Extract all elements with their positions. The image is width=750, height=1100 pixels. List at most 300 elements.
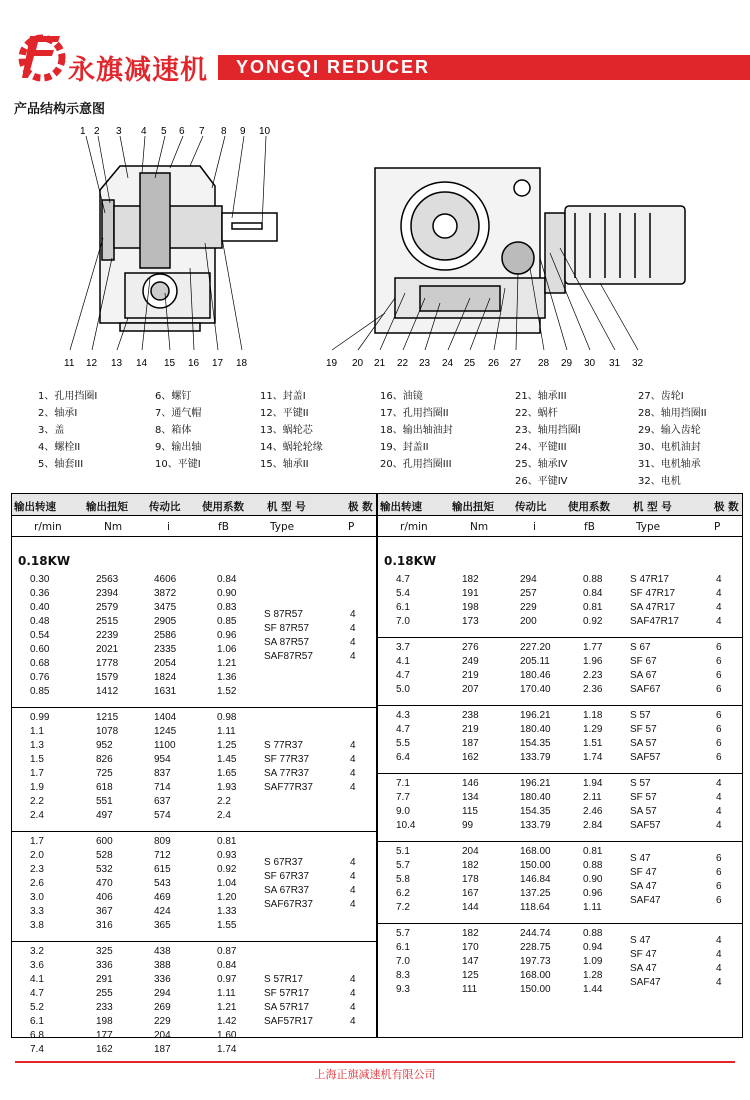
table-cell: 712 [154, 850, 171, 861]
table-cell: 1.09 [583, 956, 603, 967]
column-unit: fB [218, 521, 229, 533]
table-cell: 1.33 [217, 906, 237, 917]
table-cell: 0.84 [217, 960, 237, 971]
table-row [378, 588, 742, 602]
table-cell: 6.2 [396, 888, 410, 899]
column-unit: P [348, 521, 355, 533]
diagram-label: 3 [116, 126, 122, 137]
table-cell: 2.36 [583, 684, 603, 695]
table-cell: 365 [154, 920, 171, 931]
model-type: S 57R17 [264, 974, 303, 985]
table-cell: 1.3 [30, 740, 44, 751]
table-cell: 180.40 [520, 792, 551, 803]
table-cell: 6.8 [30, 1030, 44, 1041]
table-row [12, 988, 376, 1002]
table-cell: 3872 [154, 588, 177, 599]
pole-count: 4 [716, 806, 722, 817]
table-cell: 615 [154, 864, 171, 875]
table-row [378, 724, 742, 738]
model-type: SF 47 [630, 867, 657, 878]
table-cell: 5.1 [396, 846, 410, 857]
table-cell: 191 [462, 588, 479, 599]
diagram-label: 22 [397, 358, 409, 369]
legend-item: 14、蜗轮轮缘 [260, 442, 323, 453]
table-cell: 1.5 [30, 754, 44, 765]
legend-item: 30、电机油封 [638, 442, 701, 453]
model-type: S 47 [630, 853, 651, 864]
column-header: 传动比 [515, 501, 547, 513]
table-cell: 1.55 [217, 920, 237, 931]
column-header: 输出转速 [380, 501, 422, 513]
model-type: SF 57 [630, 792, 657, 803]
column-unit: fB [584, 521, 595, 533]
table-cell: 1.7 [30, 768, 44, 779]
legend-column [380, 388, 453, 473]
model-type: SAF67 [630, 684, 661, 695]
pole-count: 4 [350, 974, 356, 985]
table-cell: 205.11 [520, 656, 550, 667]
table-cell: 2586 [154, 630, 177, 641]
table-cell: 6.4 [396, 752, 410, 763]
table-cell: 1.77 [583, 642, 603, 653]
model-type: SF 67 [630, 656, 657, 667]
diagram-label: 1 [80, 126, 86, 137]
spec-table-right [377, 493, 743, 1038]
table-cell: 497 [96, 810, 113, 821]
table-cell: 219 [462, 670, 479, 681]
legend-item: 22、蜗杆 [515, 408, 558, 419]
table-row [12, 974, 376, 988]
table-cell: 0.90 [217, 588, 237, 599]
table-header-units [12, 517, 376, 537]
table-cell: 2.23 [583, 670, 603, 681]
table-header-units [378, 517, 742, 537]
table-cell: 7.4 [30, 1044, 44, 1055]
power-rating: 0.18KW [384, 554, 437, 568]
table-cell: 2335 [154, 644, 177, 655]
model-group [378, 638, 742, 706]
legend-item: 1、孔用挡圈I [38, 391, 98, 402]
table-cell: 147 [462, 956, 479, 967]
table-cell: 204 [462, 846, 479, 857]
table-cell: 0.90 [583, 874, 603, 885]
table-cell: 150.00 [520, 860, 551, 871]
table-row [378, 574, 742, 588]
table-cell: 227.20 [520, 642, 551, 653]
table-cell: 0.96 [217, 630, 237, 641]
table-header-cn [378, 494, 742, 516]
table-cell: 2563 [96, 574, 119, 585]
diagram-label: 19 [326, 358, 338, 369]
table-cell: 1.20 [217, 892, 237, 903]
column-unit: i [167, 521, 170, 533]
table-row [12, 768, 376, 782]
diagram-label: 31 [609, 358, 621, 369]
table-row [378, 806, 742, 820]
diagram-label: 21 [374, 358, 386, 369]
pole-count: 4 [716, 616, 722, 627]
table-cell: 4.1 [396, 656, 410, 667]
pole-count: 4 [716, 574, 722, 585]
column-header: 机 型 号 [633, 501, 672, 513]
legend-item: 8、箱体 [155, 425, 192, 436]
table-row [378, 642, 742, 656]
brand-name-cn: 永旗减速机 [68, 55, 208, 86]
column-unit: Type [270, 521, 295, 533]
column-header: 机 型 号 [267, 501, 306, 513]
model-type: S 57 [630, 778, 651, 789]
table-cell: 125 [462, 970, 479, 981]
table-cell: 170 [462, 942, 479, 953]
table-cell: 4.1 [30, 974, 44, 985]
pole-count: 6 [716, 710, 722, 721]
table-cell: 219 [462, 724, 479, 735]
table-cell: 8.3 [396, 970, 410, 981]
model-type: SAF77R37 [264, 782, 313, 793]
model-type: SF 57 [630, 724, 657, 735]
pole-count: 4 [350, 1016, 356, 1027]
table-cell: 182 [462, 860, 479, 871]
table-cell: 5.4 [396, 588, 410, 599]
table-row [12, 588, 376, 602]
table-row [378, 820, 742, 834]
table-cell: 0.88 [583, 574, 603, 585]
table-row [378, 942, 742, 956]
table-row [12, 782, 376, 796]
table-cell: 1.36 [217, 672, 237, 683]
model-group [12, 570, 376, 708]
column-header: 输出扭矩 [452, 501, 494, 513]
table-cell: 294 [154, 988, 171, 999]
table-row [12, 686, 376, 700]
table-row [12, 754, 376, 768]
model-type: SA 67 [630, 670, 657, 681]
table-cell: 276 [462, 642, 479, 653]
table-row [12, 850, 376, 864]
table-cell: 1.60 [217, 1030, 237, 1041]
model-type: S 67 [630, 642, 651, 653]
table-cell: 1.7 [30, 836, 44, 847]
table-cell: 837 [154, 768, 171, 779]
table-cell: 167 [462, 888, 479, 899]
legend-item: 24、平键III [515, 442, 567, 453]
table-row [378, 970, 742, 984]
table-cell: 1.21 [217, 658, 237, 669]
table-cell: 99 [462, 820, 474, 831]
legend-item: 31、电机轴承 [638, 459, 701, 470]
table-cell: 0.88 [583, 860, 603, 871]
legend-item: 15、轴承II [260, 459, 309, 470]
table-cell: 2.0 [30, 850, 44, 861]
table-cell: 2.2 [30, 796, 44, 807]
legend-item: 23、轴用挡圈I [515, 425, 581, 436]
table-cell: 336 [154, 974, 171, 985]
pole-count: 4 [350, 740, 356, 751]
model-group [378, 570, 742, 638]
table-cell: 1.1 [30, 726, 44, 737]
table-cell: 0.87 [217, 946, 237, 957]
diagram-label: 16 [188, 358, 200, 369]
legend-item: 4、螺栓II [38, 442, 81, 453]
table-cell: 6.1 [396, 602, 410, 613]
legend-item: 10、平键I [155, 459, 201, 470]
table-cell: 187 [154, 1044, 171, 1055]
pole-count: 4 [716, 963, 722, 974]
table-cell: 714 [154, 782, 171, 793]
table-row [378, 928, 742, 942]
table-row [12, 644, 376, 658]
table-cell: 1404 [154, 712, 177, 723]
table-cell: 3.2 [30, 946, 44, 957]
table-cell: 574 [154, 810, 171, 821]
model-group [378, 924, 742, 1006]
table-cell: 4.7 [396, 670, 410, 681]
table-row [12, 630, 376, 644]
pole-count: 6 [716, 867, 722, 878]
spec-table-left [11, 493, 377, 1055]
table-cell: 0.68 [30, 658, 50, 669]
pole-count: 4 [716, 588, 722, 599]
pole-count: 6 [716, 724, 722, 735]
legend-item: 16、油镜 [380, 391, 423, 402]
column-header: 传动比 [149, 501, 181, 513]
diagram-label: 23 [419, 358, 431, 369]
table-row [12, 712, 376, 726]
table-cell: 168.00 [520, 970, 551, 981]
table-cell: 5.2 [30, 1002, 44, 1013]
table-cell: 4.7 [396, 724, 410, 735]
table-row [12, 1016, 376, 1030]
table-cell: 0.84 [217, 574, 237, 585]
table-cell: 180.40 [520, 724, 551, 735]
table-cell: 9.0 [396, 806, 410, 817]
table-cell: 0.94 [583, 942, 603, 953]
power-rating: 0.18KW [18, 554, 71, 568]
diagram-label: 13 [111, 358, 123, 369]
table-cell: 543 [154, 878, 171, 889]
table-cell: 532 [96, 864, 113, 875]
table-cell: 1.11 [583, 902, 602, 913]
model-type: SAF87R57 [264, 651, 313, 662]
table-cell: 1631 [154, 686, 177, 697]
table-cell: 424 [154, 906, 171, 917]
legend-item: 9、输出轴 [155, 442, 202, 453]
table-row [378, 656, 742, 670]
pole-count: 4 [350, 871, 356, 882]
table-cell: 0.81 [583, 602, 603, 613]
column-unit: r/min [400, 521, 428, 533]
column-header: 使用系数 [202, 501, 244, 513]
table-row [12, 726, 376, 740]
table-cell: 1.25 [217, 740, 237, 751]
table-cell: 168.00 [520, 846, 551, 857]
table-cell: 2.4 [30, 810, 44, 821]
diagram-label: 25 [464, 358, 476, 369]
diagram-label: 17 [212, 358, 224, 369]
model-type: SA 57R17 [264, 1002, 310, 1013]
table-cell: 4.7 [30, 988, 44, 999]
legend-item: 17、孔用挡圈II [380, 408, 449, 419]
table-cell: 0.36 [30, 588, 50, 599]
table-cell: 1.45 [217, 754, 237, 765]
table-cell: 238 [462, 710, 479, 721]
structure-diagram [0, 118, 750, 373]
table-cell: 4.3 [396, 710, 410, 721]
diagram-label: 6 [179, 126, 185, 137]
reducer-drawing [0, 118, 750, 373]
table-cell: 2054 [154, 658, 177, 669]
table-cell: 196.21 [520, 710, 551, 721]
table-row [378, 616, 742, 630]
table-row [378, 874, 742, 888]
table-cell: 0.54 [30, 630, 50, 641]
table-cell: 551 [96, 796, 113, 807]
table-cell: 2.2 [217, 796, 231, 807]
table-cell: 0.81 [583, 846, 603, 857]
table-cell: 2.6 [30, 878, 44, 889]
table-row [12, 796, 376, 810]
legend-item: 21、轴承III [515, 391, 567, 402]
table-cell: 0.76 [30, 672, 50, 683]
table-cell: 0.97 [217, 974, 237, 985]
table-cell: 954 [154, 754, 171, 765]
table-cell: 244.74 [520, 928, 551, 939]
table-cell: 1.51 [583, 738, 603, 749]
legend-column [638, 388, 707, 490]
page-title: 产品结构示意图 [14, 102, 106, 117]
table-cell: 204 [154, 1030, 171, 1041]
table-cell: 154.35 [520, 738, 551, 749]
pole-count: 4 [350, 782, 356, 793]
table-cell: 1.74 [583, 752, 603, 763]
table-cell: 469 [154, 892, 171, 903]
table-row [12, 602, 376, 616]
table-cell: 228.75 [520, 942, 551, 953]
model-group [378, 842, 742, 924]
table-cell: 637 [154, 796, 171, 807]
table-cell: 5.0 [396, 684, 410, 695]
table-row [12, 892, 376, 906]
table-row [378, 860, 742, 874]
pole-count: 4 [350, 857, 356, 868]
table-cell: 182 [462, 928, 479, 939]
diagram-label: 29 [561, 358, 573, 369]
pole-count: 4 [350, 988, 356, 999]
table-row [378, 902, 742, 916]
diagram-label: 7 [199, 126, 205, 137]
table-cell: 3.0 [30, 892, 44, 903]
table-row [378, 710, 742, 724]
model-type: SA 67R37 [264, 885, 310, 896]
model-group [378, 774, 742, 842]
table-cell: 7.0 [396, 956, 410, 967]
column-unit: r/min [34, 521, 62, 533]
table-row [12, 574, 376, 588]
legend-item: 13、蜗轮芯 [260, 425, 313, 436]
column-unit: Nm [470, 521, 489, 533]
table-cell: 0.84 [583, 588, 603, 599]
table-row [12, 616, 376, 630]
pole-count: 4 [350, 768, 356, 779]
table-row [12, 1044, 376, 1058]
table-cell: 367 [96, 906, 113, 917]
table-cell: 1.74 [217, 1044, 237, 1055]
pole-count: 4 [716, 977, 722, 988]
pole-count: 4 [350, 1002, 356, 1013]
table-row [378, 684, 742, 698]
table-cell: 137.25 [520, 888, 551, 899]
model-type: SAF57R17 [264, 1016, 313, 1027]
table-cell: 7.1 [396, 778, 410, 789]
model-group [378, 706, 742, 774]
table-cell: 1.18 [583, 710, 603, 721]
table-cell: 1.04 [217, 878, 237, 889]
diagram-label: 28 [538, 358, 550, 369]
diagram-label: 8 [221, 126, 227, 137]
table-cell: 1.06 [217, 644, 237, 655]
diagram-label: 12 [86, 358, 98, 369]
column-header: 使用系数 [568, 501, 610, 513]
table-cell: 1.9 [30, 782, 44, 793]
table-cell: 600 [96, 836, 113, 847]
legend-item: 29、输入齿轮 [638, 425, 701, 436]
pole-count: 4 [350, 885, 356, 896]
table-cell: 2.46 [583, 806, 603, 817]
table-cell: 207 [462, 684, 479, 695]
table-row [378, 792, 742, 806]
legend-item: 28、轴用挡圈II [638, 408, 707, 419]
table-cell: 0.40 [30, 602, 50, 613]
model-type: SA 47R17 [630, 602, 676, 613]
diagram-label: 18 [236, 358, 248, 369]
table-cell: 0.99 [30, 712, 50, 723]
pole-count: 4 [350, 651, 356, 662]
pole-count: 6 [716, 881, 722, 892]
table-row [378, 738, 742, 752]
pole-count: 4 [716, 935, 722, 946]
diagram-label: 30 [584, 358, 596, 369]
table-cell: 187 [462, 738, 479, 749]
table-cell: 3.7 [396, 642, 410, 653]
table-cell: 5.5 [396, 738, 410, 749]
table-cell: 255 [96, 988, 113, 999]
model-type: S 87R57 [264, 609, 303, 620]
table-cell: 2394 [96, 588, 119, 599]
table-cell: 0.96 [583, 888, 603, 899]
table-header-cn [12, 494, 376, 516]
table-row [378, 846, 742, 860]
pole-count: 6 [716, 738, 722, 749]
table-cell: 196.21 [520, 778, 551, 789]
legend-item: 7、通气帽 [155, 408, 202, 419]
column-unit: Type [636, 521, 661, 533]
legend-item: 25、轴承IV [515, 459, 568, 470]
model-type: SF 57R17 [264, 988, 310, 999]
table-cell: 257 [520, 588, 537, 599]
table-cell: 2905 [154, 616, 177, 627]
table-row [12, 946, 376, 960]
legend-column [155, 388, 201, 473]
table-cell: 182 [462, 574, 479, 585]
table-cell: 406 [96, 892, 113, 903]
table-cell: 133.79 [520, 820, 551, 831]
table-row [378, 888, 742, 902]
legend-item: 5、轴套III [38, 459, 84, 470]
model-type: SAF47 [630, 977, 661, 988]
table-cell: 0.81 [217, 836, 237, 847]
brand-name-en: YONGQI REDUCER [236, 57, 431, 77]
table-cell: 198 [462, 602, 479, 613]
